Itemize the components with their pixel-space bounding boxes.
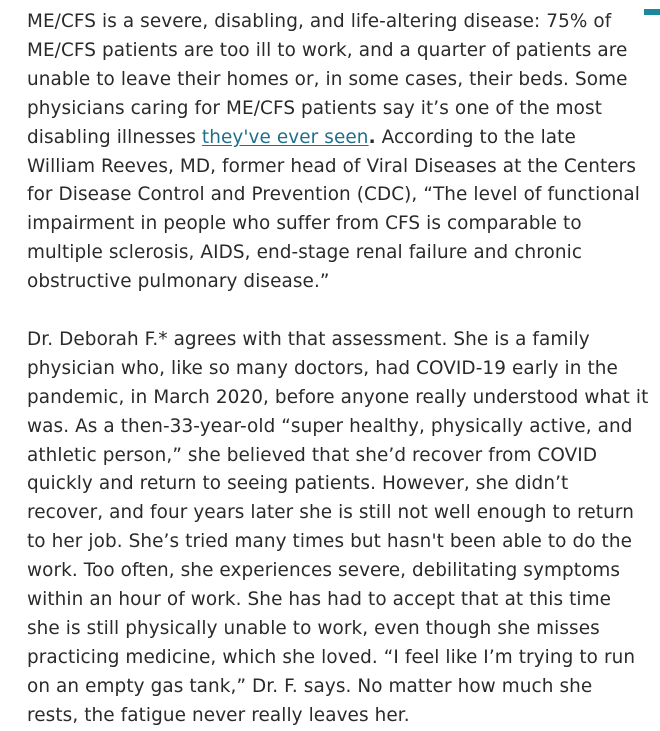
- paragraph-1-text-end: According to the late William Reeves, MD, former head of Viral Diseases at the Centers for Disease Control and Prevention (CDC), “The level of functional impairment in people who suffer from CFS is comparable to multiple sclerosis, AIDS, end-stage renal failure and chronic obstructive pulmonary disease.”: [27, 126, 640, 293]
- bold-period: .: [368, 126, 376, 148]
- they-have-ever-seen-link[interactable]: they've ever seen: [201, 126, 369, 148]
- paragraph-1: [27, 8, 649, 297]
- article-body: [27, 8, 649, 731]
- paragraph-2: Dr. Deborah F.* agrees with that assessment. She is a family physician who, like so many doctors, had COVID-19 early in the pandemic, in March 2020, before anyone really understood what it was. As a then-33-year-old “super healthy, physically active, and athletic person,” she believed that she’d recover from COVID quickly and return to seeing patients. However, she didn’t recover, and four years later she is still not well enough to return to her job. She’s tried many times but hasn't been able to do the work. Too often, she experiences severe, debilitating symptoms within an hour of work. She has had to accept that at this time she is still physically unable to work, even though she misses practicing medicine, which she loved. “I feel like I’m trying to run on an empty gas tank,” Dr. F. says. No matter how much she rests, the fatigue never really leaves her.: [27, 328, 649, 726]
- paragraph-1-text-start: ME/CFS is a severe, disabling, and life-altering disease: 75% of ME/CFS patients are too ill to work, and a quarter of patients are unable to leave their homes or, in some cases, their beds. Some physicians caring for ME/CFS patients say it’s one of the most disabling illnesses: [27, 11, 628, 148]
